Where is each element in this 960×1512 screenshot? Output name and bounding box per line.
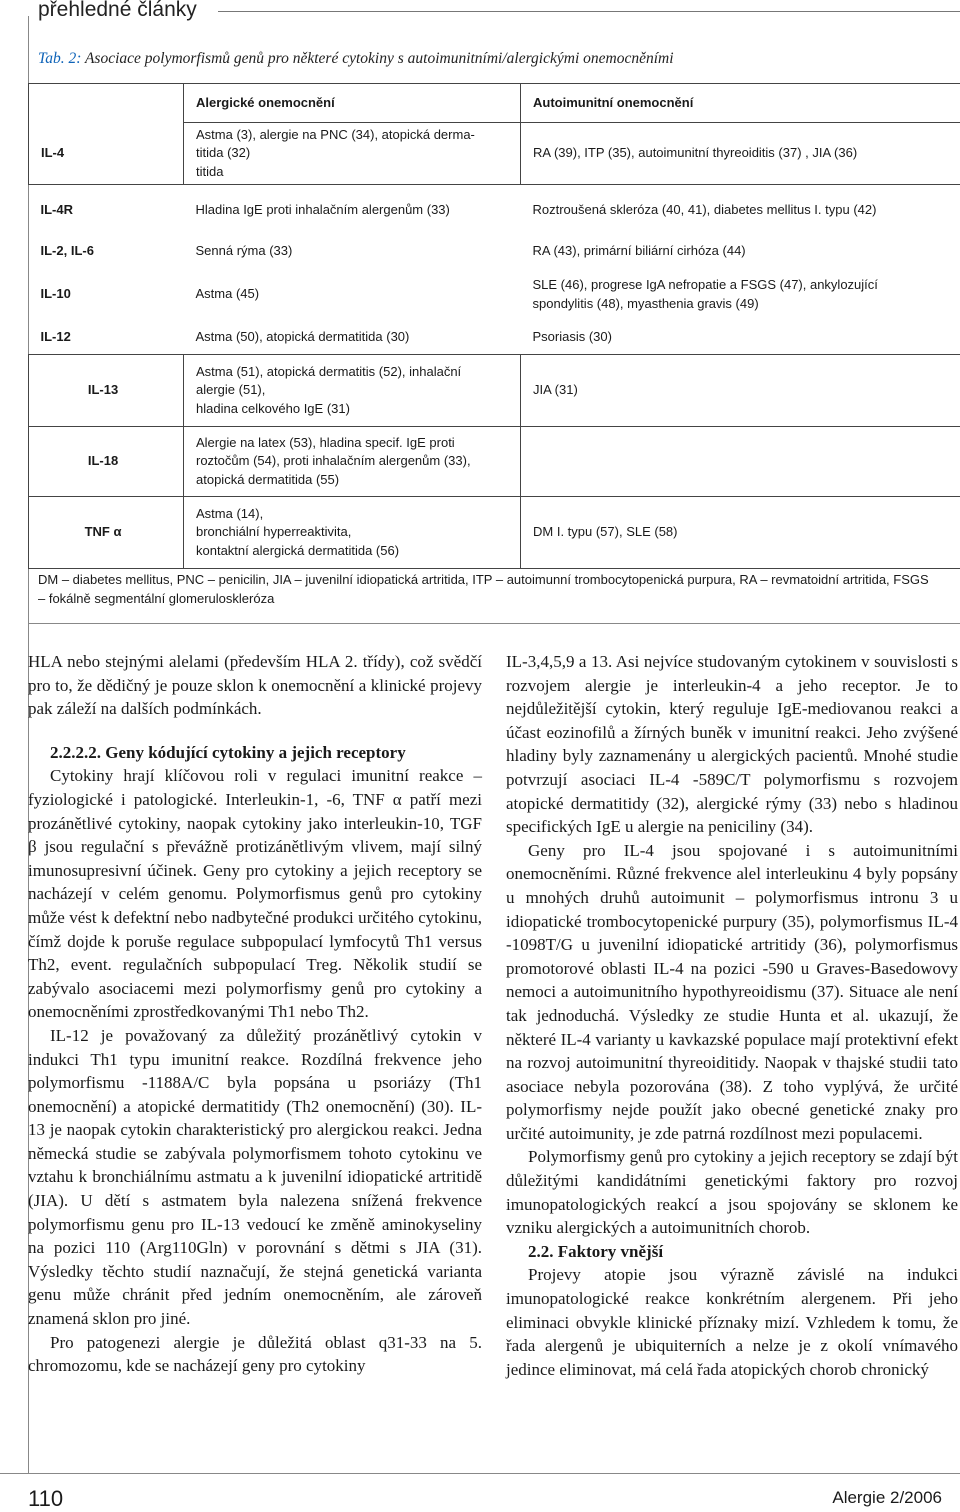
cell-line: hladina celkového IgE (31) (196, 400, 350, 416)
autoimmune-cell: JIA (31) (521, 355, 960, 427)
table-row (29, 185, 960, 235)
autoimmune-cell: RA (39), ITP (35), autoimunitní thyreoiditis (37) , JIA (36) (521, 123, 960, 185)
cell-line: bronchiální hyperreaktivita, (196, 524, 352, 540)
text-column-right (506, 650, 958, 1381)
table-row (29, 497, 960, 569)
paragraph: IL-3,4,5,9 a 13. Asi nejvíce studovaným cytokinem v souvislosti s rozvojem alergie je interleukin-4 a jeho receptor. Je to nejdůležitější cytokin, který reguluje IgE-mediovanou reakci a účast eozinofilů a žírných buněk v imunitní reakci. Jeho zvýšené hladiny byly zaznamenány u alergických pacientů. Mnohé studie potvrzují asociaci IL-4 -589C/T polymorfismu s rozvojem atopické dermatitidy (32), alergické rýmy (33) nebo s hladinou specifických IgE u alergie na peniciliny (34). (506, 652, 958, 837)
allergic-cell: Senná rýma (33) (195, 243, 293, 259)
paragraph: IL-12 je považovaný za důležitý prozánětlivý cytokin v indukci Th1 typu imunitní reakce. Rozdílná frekvence jeho polymorfismu -1188A/C byla popsána u psoriázy (Th1 onemocnění) a atopické dermatitidy (Th2 onemocnění) (30). IL-13 je naopak cytokin charakteristický pro alergickou reakci. Jedna německá studie se zabývala polymorfismem tohoto cytokinu ve vztahu k bronchiálnímu astmatu a k juvenilní idiopatické artritidě (JIA). U dětí s astmatem byla nalezena snížená frekvence polymorfismu genu pro IL-13 vedoucí ke změně aminokyseliny na pozici 110 (Arg110Gln) v porovnání s dětmi s JIA (31). Výsledky těchto studií naznačují, že stejná genetická varianta genu může chránit před jedním onemocněním, ale zároveň znamená sklon pro jiné. (28, 1025, 482, 1329)
footer-rule (0, 1473, 960, 1474)
table-row (29, 321, 960, 355)
autoimmune-cell (521, 427, 960, 497)
paragraph: Geny pro IL-4 jsou spojované i s autoimunitními onemocněními. Různé frekvence alel interleukinu 4 byly popsány u mnohých druhů autoimunit – polymorfismus intronu 3 u idiopatické trombocytopenické purpury (35), polymorfismus IL-4 -1098T/G u juvenilní idiopatické artritidy (36), polymorfismus promotorové oblasti IL-4 na pozici -590 u Graves-Basedowovy nemoci a autoimunitního hypothyreoidismu (37). Situace ale není tak jednoduchá. Výsledky ze studie Hunta et al. ukazují, že některé IL-4 varianty u kavkazské populace mají protektivní efekt na rozvoj autoimunitní thyreoiditidy. Naopak v thajské studii tato asociace nebyla pozorována (38). Z toho vyplývá, že určité polymorfismy nejde použít jako obecné genetické znaky pro určité autoimunity, je zde patrná rozdílnost mezi populacemi. (506, 840, 958, 1143)
cell-line: atopická dermatitida (55) (196, 471, 340, 487)
cell-line: spondylitis (48), myasthenia gravis (49) (532, 295, 759, 311)
text-column-left (28, 650, 482, 1378)
cytokine-cell: IL-18 (29, 427, 184, 497)
cytokine-cell: TNF α (29, 497, 184, 569)
table-row (29, 427, 960, 497)
allergic-cell (184, 427, 521, 497)
page-number: 110 (28, 1486, 64, 1511)
spacer (28, 721, 482, 741)
note-divider (28, 623, 960, 624)
autoimmune-cell: Roztroušená skleróza (40, 41), diabetes mellitus I. typu (42) (532, 201, 877, 217)
cell-line: Alergie na latex (53), hladina specif. IgE proti (196, 435, 455, 451)
table-caption-text: Asociace polymorfismů genů pro některé cytokiny s autoimunitními/alergickými onemocněními (81, 50, 674, 67)
table-caption (38, 50, 674, 68)
table-abbreviations-note: DM – diabetes mellitus, PNC – penicilin, JIA – juvenilní idiopatická artritida, ITP – autoimunní trombocytopenická purpura, RA – revmatoidní artritida, FSGS – fokálně segmentální glomeruloskleróza (38, 572, 929, 606)
cytokine-cell: IL-4R (40, 201, 73, 217)
paragraph: Polymorfismy genů pro cytokiny a jejich receptory se zdají být důležitými kandidátními genetickými faktory pro rozvoj imunopatologických reakcí a jsou spojovány se sklonem ke vzniku alergických a autoimunitních chorob. (506, 1147, 958, 1238)
autoimmune-cell: Psoriasis (30) (532, 329, 612, 345)
header-allergic: Alergické onemocnění (184, 84, 521, 123)
cytokine-cell: IL-4 (29, 123, 184, 185)
paragraph: Projevy atopie jsou výrazně závislé na indukci imunopatologické reakce konkrétním alergenem. Při jeho eliminaci obvykle klinické příznaky mizí. Vzhledem k tomu, že řada alergenů je ubiquiterních a nelze je z okolí vnímavého jedince eliminovat, má celá řada atopických chorob chronický (506, 1265, 958, 1379)
paragraph: Pro patogenezi alergie je důležitá oblast q31-33 na 5. chromozomu, kde se nacházejí geny pro cytokiny (28, 1332, 482, 1376)
cell-line: titida (32) (196, 145, 251, 161)
table-row (29, 235, 960, 269)
paragraph: HLA nebo stejnými alelami (především HLA 2. třídy), což svědčí pro to, že dědičný je pouze sklon k onemocnění a klinické projevy pak záleží na dalších podmínkách. (28, 652, 482, 719)
section-title: přehledné články (38, 0, 197, 21)
cytokine-cell: IL-12 (40, 329, 71, 345)
cytokine-association-table (28, 83, 960, 569)
allergic-cell: Astma (45) (195, 286, 260, 302)
cell-line: roztočům (54), proti inhalačním alergenům (33), (196, 453, 471, 469)
autoimmune-cell: RA (43), primární biliární cirhóza (44) (532, 243, 746, 259)
table-row (29, 269, 960, 321)
header-autoimmune: Autoimunitní onemocnění (521, 84, 960, 123)
page-header (0, 0, 960, 28)
allergic-cell: Hladina IgE proti inhalačním alergenům (33) (195, 201, 450, 217)
header-rule (218, 11, 960, 12)
journal-name: Alergie 2/2006 (832, 1488, 942, 1507)
table-row (29, 123, 960, 185)
cytokine-cell: IL-10 (40, 286, 71, 302)
section-heading: 2.2.2.2. Geny kódující cytokiny a jejich receptory (50, 742, 406, 762)
allergic-cell (184, 123, 521, 185)
paragraph: Cytokiny hrají klíčovou roli v regulaci imunitní reakce – fyziologické i patologické. Interleukin-1, -6, TNF α patří mezi prozánětlivé cytokiny, naopak cytokiny jako interleukin-10, TGF β jsou regulační s převážně protizánětlivým vlivem, mají silný imunosupresivní účinek. Geny pro cytokiny a jejich receptory se nacházejí v celém genomu. Polymorfismus genů pro cytokiny může vést k defektní nebo nadbytečné produkci určitého cytokinu, čímž dojde k poruše regulace subpopulací lymfocytů Th1 versus Th2, event. regulačních subpopulací Treg. Několik studií se zabývalo asociacemi mezi polymorfismy genů pro cytokiny a onemocněními zprostředkovanými Th1 nebo Th2. (28, 766, 482, 1022)
allergic-cell (184, 497, 521, 569)
cell-line: SLE (46), progrese IgA nefropatie a FSGS (47), ankylozující (532, 277, 878, 293)
table-header-row (29, 84, 960, 123)
autoimmune-cell: DM I. typu (57), SLE (58) (521, 497, 960, 569)
header-blank (29, 84, 184, 123)
cell-line: Astma (3), alergie na PNC (34), atopická derma- (196, 127, 475, 143)
section-heading: 2.2. Faktory vnější (528, 1241, 664, 1261)
page-footer (0, 1478, 960, 1512)
table-body (29, 84, 960, 569)
cell-line: kontaktní alergická dermatitida (56) (196, 542, 400, 558)
table-caption-label: Tab. 2: (38, 50, 82, 67)
allergic-cell: Astma (50), atopická dermatitida (30) (195, 329, 410, 345)
cell-line: Astma (14), (196, 506, 264, 522)
allergic-cell (184, 355, 521, 427)
cell-line: Astma (51), atopická dermatitis (52), inhalační (196, 364, 462, 380)
cell-line: titida (196, 163, 224, 179)
table-row (29, 355, 960, 427)
cytokine-cell: IL-2, IL-6 (40, 243, 94, 259)
cytokine-cell: IL-13 (29, 355, 184, 427)
cell-line: alergie (51), (196, 382, 266, 398)
autoimmune-cell (521, 269, 960, 321)
